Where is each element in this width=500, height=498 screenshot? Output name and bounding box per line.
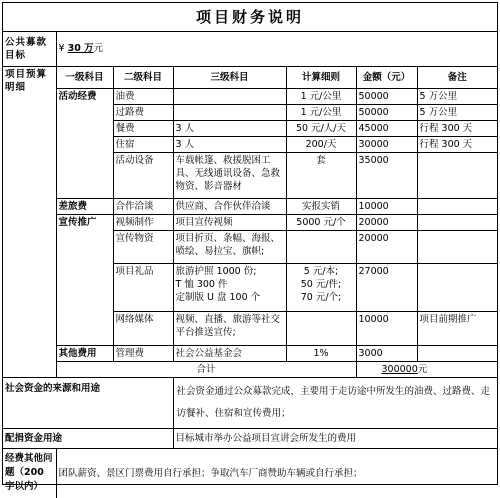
level3-category: 项目折页、条幅、海报、喷绘、易拉宝、旗帜; xyxy=(173,230,286,263)
note-cell: 行程 300 天 xyxy=(417,136,497,152)
goal-unit: 元 xyxy=(93,43,104,55)
column-header: 一级科目 xyxy=(56,66,113,88)
note-cell: 行程 300 天 xyxy=(417,120,497,136)
level1-category: 宣传推广 xyxy=(56,214,113,345)
level2-category: 合作洽谈 xyxy=(113,198,173,214)
level3-category: 车载帐篷、救援脱困工具、无线通讯设备、急救物资、影音器材 xyxy=(173,152,286,198)
column-header: 三级科目 xyxy=(173,66,286,88)
level2-category: 网络媒体 xyxy=(113,311,173,345)
column-header: 金额（元） xyxy=(356,66,417,88)
level2-category: 宣传物资 xyxy=(113,230,173,263)
amount-cell: 30000 xyxy=(356,136,417,152)
calc-rule: 1% xyxy=(286,345,356,361)
table-row xyxy=(3,214,497,230)
calc-rule: 实报实销 xyxy=(286,198,356,214)
note-cell xyxy=(417,230,497,263)
level2-category: 油费 xyxy=(113,88,173,104)
level2-category: 住宿 xyxy=(113,136,173,152)
source-text: 社会资金通过公众募款完成，主要用于走访途中所发生的油费、过路费、走访餐补、住宿和宣传费用； xyxy=(173,377,497,428)
calc-rule: 5 元/本; 50 元/件; 70 元/个; xyxy=(286,263,356,311)
level3-category: 3 人 xyxy=(173,136,286,152)
level2-category: 视频制作 xyxy=(113,214,173,230)
page-title: 项目财务说明 xyxy=(3,3,497,32)
amount-cell: 27000 xyxy=(356,263,417,311)
column-header: 计算细则 xyxy=(286,66,356,88)
budget-detail-label: 项目预算明细 xyxy=(3,66,56,377)
level3-category xyxy=(173,88,286,104)
note-cell xyxy=(417,214,497,230)
other-label: 经费其他问题（200 字以内） xyxy=(3,448,56,498)
total-amount: 300000 xyxy=(381,363,418,375)
calc-rule: 套 xyxy=(286,152,356,198)
note-cell: 5 万公里 xyxy=(417,88,497,104)
note-cell xyxy=(417,152,497,198)
level3-category: 供应商、合作伙伴洽谈 xyxy=(173,198,286,214)
calc-rule xyxy=(286,311,356,345)
level3-category xyxy=(173,104,286,120)
level1-category: 差旅费 xyxy=(56,198,113,214)
note-cell: 5 万公里 xyxy=(417,104,497,120)
amount-cell: 10000 xyxy=(356,198,417,214)
amount-cell: 3000 xyxy=(356,345,417,361)
amount-cell: 20000 xyxy=(356,230,417,263)
matching-label: 配捐资金用途 xyxy=(3,428,173,448)
calc-rule xyxy=(286,230,356,263)
level1-category: 其他费用 xyxy=(56,345,113,361)
calc-rule: 1 元/公里 xyxy=(286,104,356,120)
level3-category: 社会公益基金会 xyxy=(173,345,286,361)
level1-category: 活动经费 xyxy=(56,88,113,198)
matching-text: 目标城市举办公益项目宣讲会所发生的费用 xyxy=(173,428,497,448)
table-row xyxy=(3,198,497,214)
note-cell xyxy=(417,263,497,311)
goal-amount: 30 万 xyxy=(67,43,94,55)
level2-category: 过路费 xyxy=(113,104,173,120)
note-cell xyxy=(417,198,497,214)
amount-cell: 45000 xyxy=(356,120,417,136)
level2-category: 餐费 xyxy=(113,120,173,136)
total-label: 合计 xyxy=(56,361,356,377)
amount-cell: 35000 xyxy=(356,152,417,198)
finance-table xyxy=(3,32,497,498)
calc-rule: 200/天 xyxy=(286,136,356,152)
level3-category: 视频、直播、旅游等社交平台推送宣传; xyxy=(173,311,286,345)
amount-cell: 20000 xyxy=(356,214,417,230)
level2-category: 项目礼品 xyxy=(113,263,173,311)
total-unit: 元 xyxy=(417,363,428,375)
note-cell: 项目前期推广 xyxy=(417,311,497,345)
finance-sheet xyxy=(2,2,498,493)
table-row xyxy=(3,345,497,361)
other-text: 团队薪资、景区门票费用自行承担；争取汽车厂商赞助车辆或自行承担； xyxy=(56,448,497,498)
level3-category: 旅游护照 1000 份; T 恤 300 件 定制版 U 盘 100 个 xyxy=(173,263,286,311)
level3-category: 项目宣传视频 xyxy=(173,214,286,230)
amount-cell: 50000 xyxy=(356,104,417,120)
column-header: 备注 xyxy=(417,66,497,88)
calc-rule: 50 元/人/天 xyxy=(286,120,356,136)
amount-cell: 50000 xyxy=(356,88,417,104)
calc-rule: 5000 元/个 xyxy=(286,214,356,230)
goal-label: 公共募款目标 xyxy=(3,32,56,66)
goal-value xyxy=(56,32,497,66)
level3-category: 3 人 xyxy=(173,120,286,136)
column-header: 二级科目 xyxy=(113,66,173,88)
level2-category: 管理费 xyxy=(113,345,173,361)
source-label: 社会资金的来源和用途 xyxy=(3,377,173,428)
note-cell xyxy=(417,345,497,361)
table-row xyxy=(3,88,497,104)
calc-rule: 1 元/公里 xyxy=(286,88,356,104)
total-value xyxy=(356,361,497,377)
goal-currency: ¥ xyxy=(58,43,65,55)
amount-cell: 10000 xyxy=(356,311,417,345)
level2-category: 活动设备 xyxy=(113,152,173,198)
